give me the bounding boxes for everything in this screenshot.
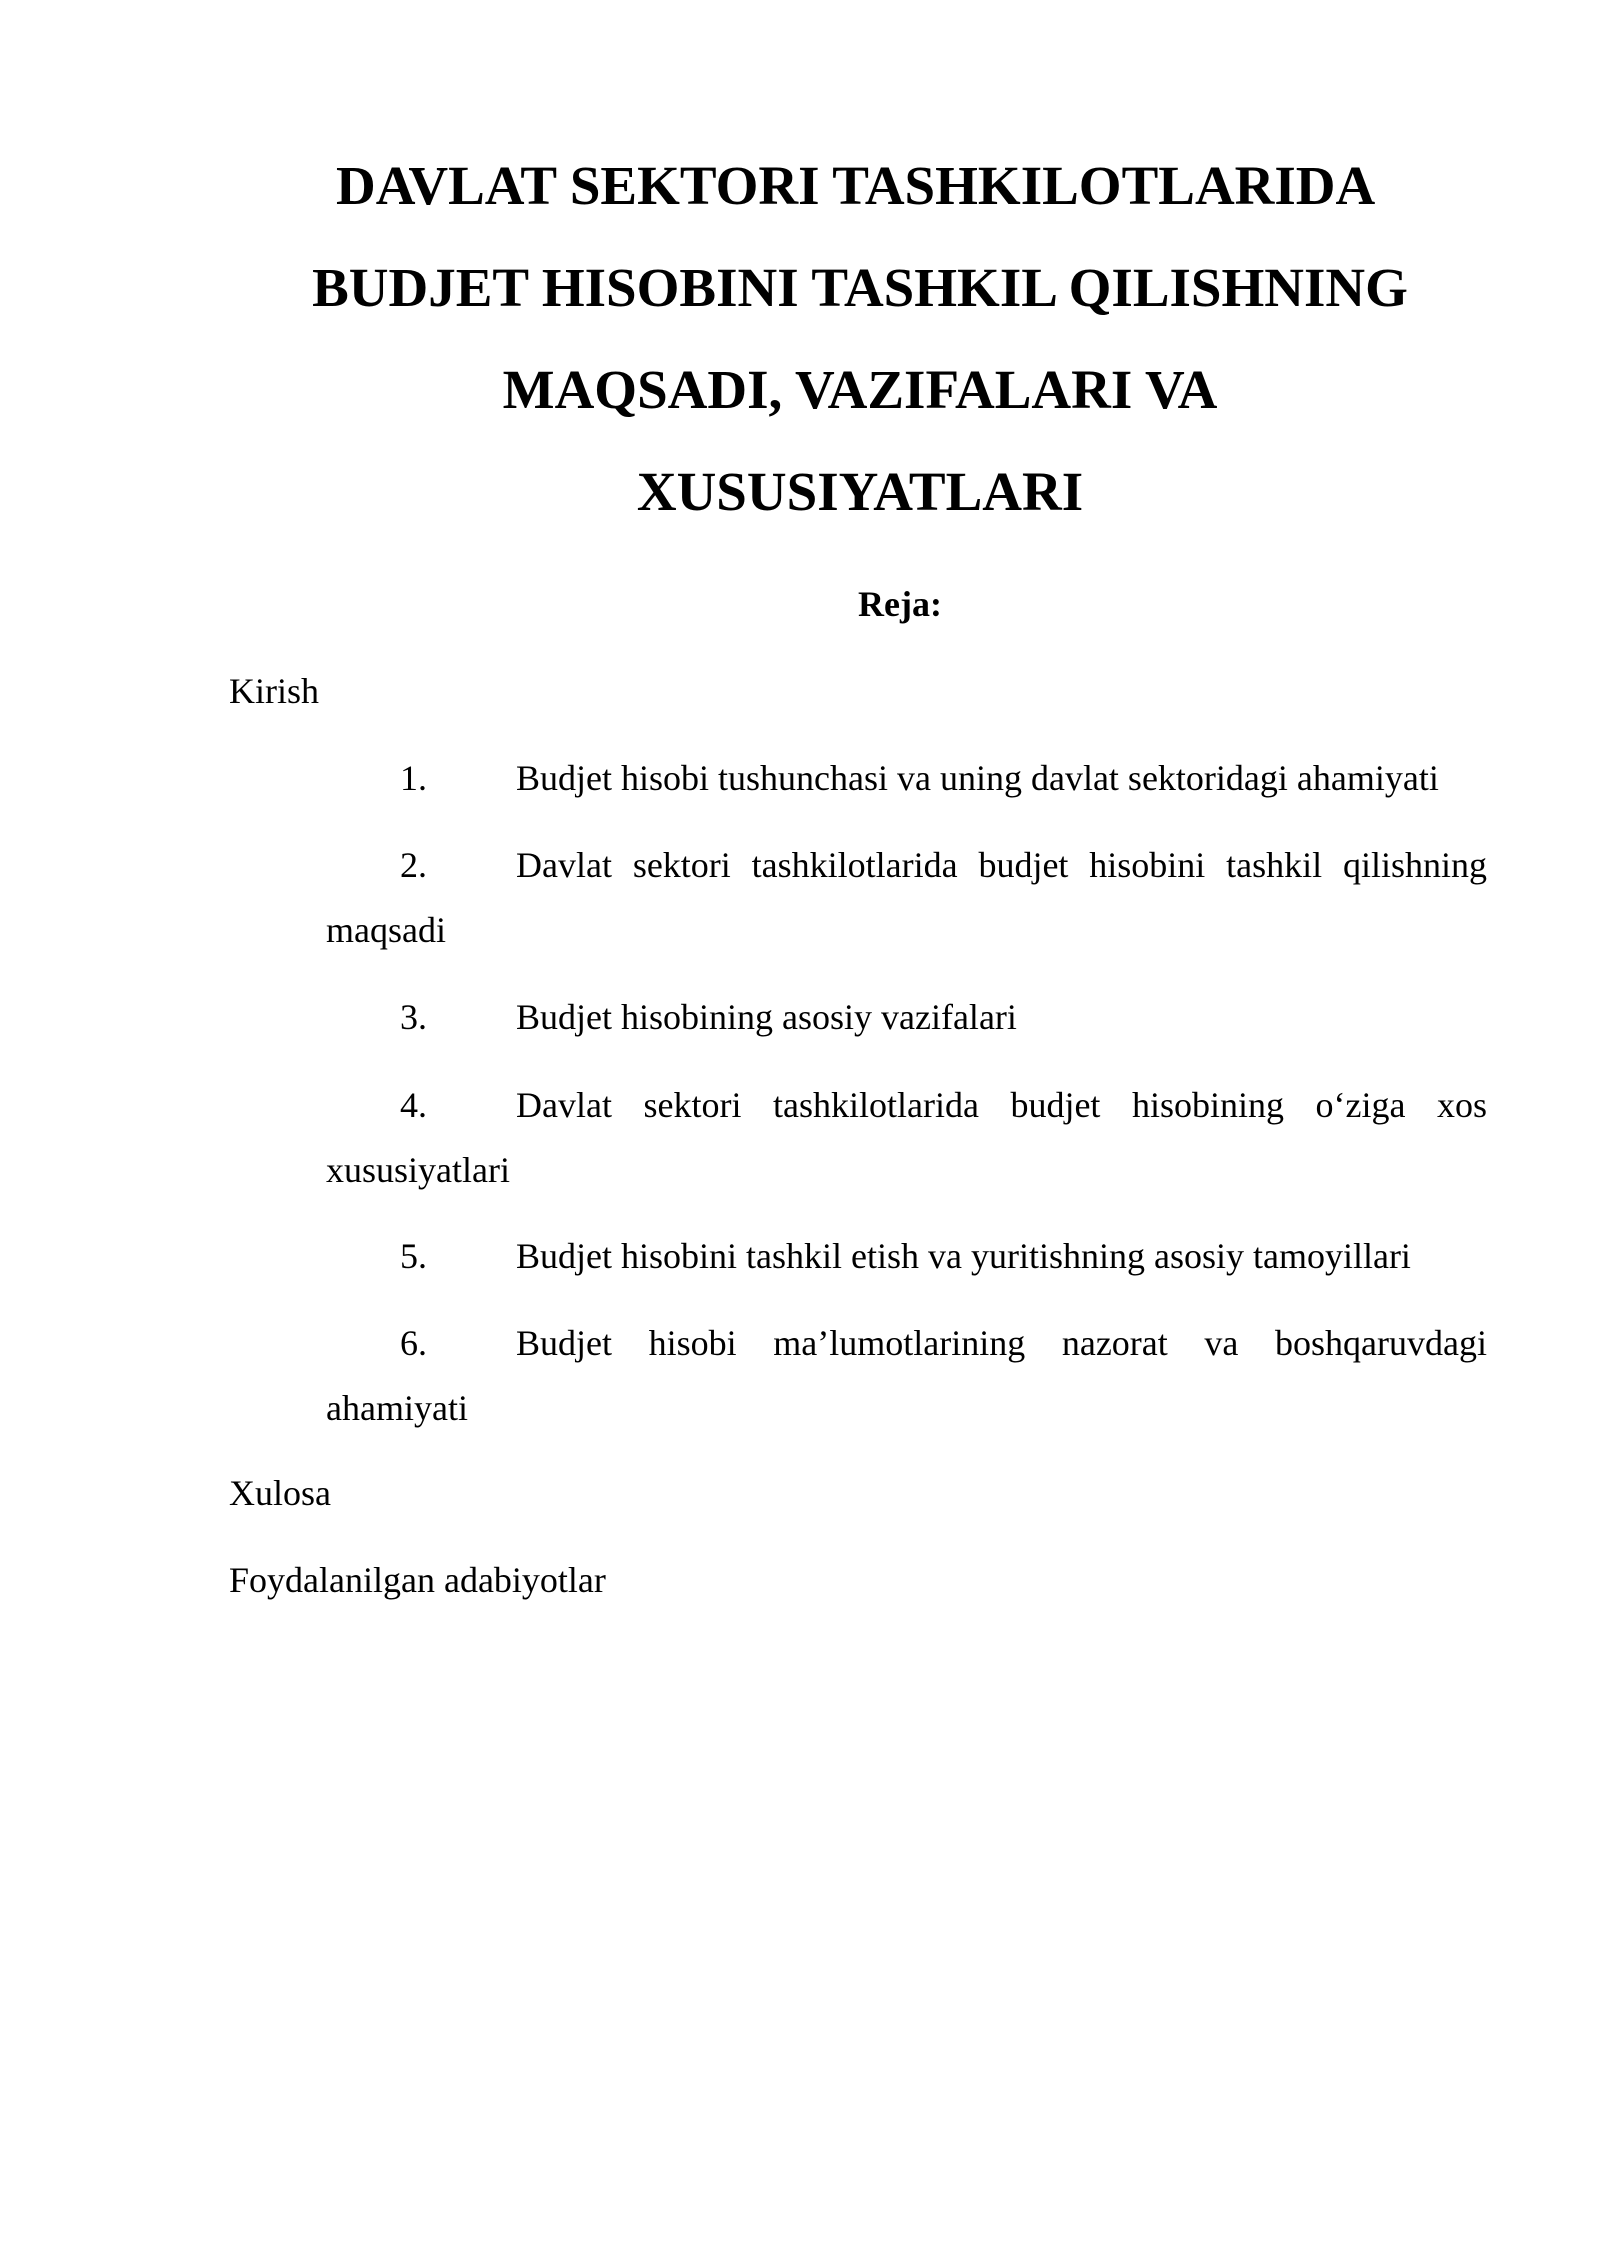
document-title-line-2: BUDJET HISOBINI TASHKIL QILISHNING [312, 257, 1408, 318]
plan-item-number: 3. [400, 997, 427, 1037]
plan-item-word: budjet [1010, 1085, 1101, 1125]
plan-item-word: boshqaruvdagi [1275, 1323, 1487, 1363]
references-entry: Foydalanilgan adabiyotlar [229, 1560, 606, 1600]
plan-item-word: nazorat [1061, 1323, 1168, 1363]
plan-item-number: 6. [400, 1323, 427, 1363]
plan-item-text: Budjet hisobi tushunchasi va uning davlat sektoridagi ahamiyati [516, 758, 1439, 798]
plan-item-text: Budjet hisobining asosiy vazifalari [516, 997, 1017, 1037]
plan-item-word: hisobining [1131, 1085, 1284, 1125]
intro-entry: Kirish [229, 671, 319, 711]
plan-item-word: Davlat [516, 1085, 612, 1125]
plan-item-text [516, 1321, 1487, 1365]
plan-item-number: 2. [400, 845, 427, 885]
document-title-line-3: MAQSADI, VAZIFALARI VA [502, 359, 1218, 420]
plan-item-continuation: maqsadi [326, 910, 446, 950]
plan-item-word: tashkilotlarida [751, 845, 958, 885]
plan-item-word: qilishning [1342, 845, 1487, 885]
document-title-line-1: DAVLAT SEKTORI TASHKILOTLARIDA [336, 155, 1376, 216]
plan-item-word: budjet [978, 845, 1069, 885]
plan-item-text: Budjet hisobini tashkil etish va yuritishning asosiy tamoyillari [516, 1236, 1411, 1276]
conclusion-entry: Xulosa [229, 1473, 331, 1513]
plan-item-word: va [1204, 1323, 1239, 1363]
plan-item-continuation: xususiyatlari [326, 1150, 510, 1190]
plan-item-word: xos [1436, 1085, 1487, 1125]
plan-item-text [516, 1083, 1487, 1127]
plan-item-word: hisobi [648, 1323, 737, 1363]
plan-item-word: Davlat [516, 845, 612, 885]
plan-item-word: tashkilotlarida [772, 1085, 979, 1125]
plan-heading: Reja: [858, 584, 942, 624]
plan-item-number: 5. [400, 1236, 427, 1276]
plan-item-word: o‘ziga [1315, 1085, 1406, 1125]
plan-item-number: 4. [400, 1085, 427, 1125]
plan-item-word: sektori [643, 1085, 742, 1125]
plan-item-word: hisobini [1089, 845, 1206, 885]
plan-item-word: sektori [632, 845, 731, 885]
plan-item-text [516, 843, 1487, 887]
plan-item-continuation: ahamiyati [326, 1388, 468, 1428]
plan-item-number: 1. [400, 758, 427, 798]
plan-item-word: tashkil [1226, 845, 1323, 885]
plan-item-word: ma’lumotlarining [773, 1323, 1026, 1363]
document-title-line-4: XUSUSIYATLARI [636, 461, 1084, 522]
plan-item-word: Budjet [516, 1323, 612, 1363]
